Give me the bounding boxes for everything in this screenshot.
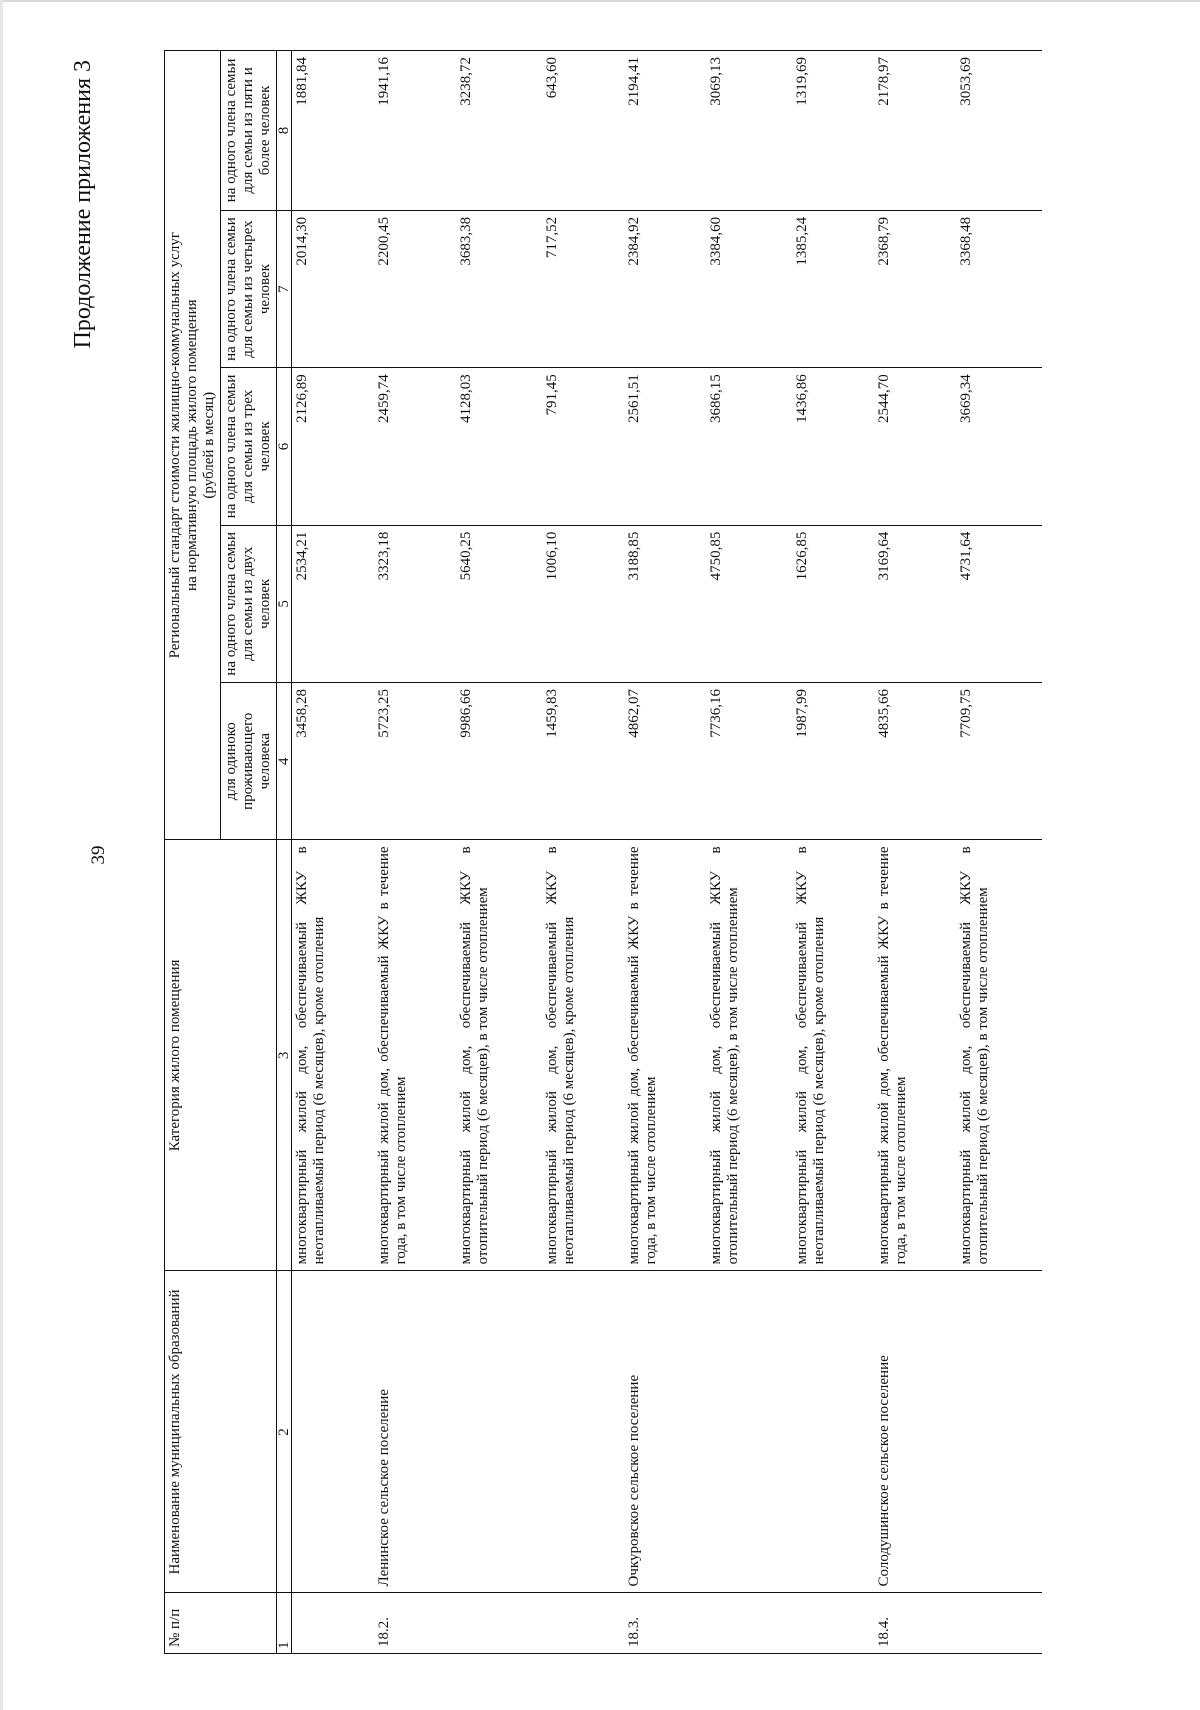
subheader-two: на одного члена семьи для семьи из двух человек bbox=[221, 525, 277, 682]
housing-category: многоквартирный жилой дом, обеспечиваемый ЖКУ в отопительный период (6 месяцев), в том числе отоплением bbox=[456, 840, 542, 1271]
header-standard-line2: на нормативную площадь жилого помещения bbox=[184, 299, 200, 591]
table-row bbox=[456, 51, 542, 1654]
cost-value: 4862,07 bbox=[624, 683, 706, 840]
cost-value: 3384,60 bbox=[706, 210, 792, 367]
cost-value: 2544,70 bbox=[874, 368, 956, 525]
cost-value: 4750,85 bbox=[706, 525, 792, 682]
table-row bbox=[792, 51, 874, 1654]
cost-value: 643,60 bbox=[542, 51, 624, 211]
cost-value: 2561,51 bbox=[624, 368, 706, 525]
row-number bbox=[706, 1593, 792, 1654]
column-number: 3 bbox=[277, 840, 292, 1271]
cost-value: 3069,13 bbox=[706, 51, 792, 211]
cost-value: 2384,92 bbox=[624, 210, 706, 367]
cost-value: 4731,64 bbox=[956, 525, 1042, 682]
cost-value: 3238,72 bbox=[456, 51, 542, 211]
subheader-single: для одиноко проживающего человека bbox=[221, 683, 277, 840]
cost-value: 5723,25 bbox=[374, 683, 456, 840]
municipality-name bbox=[956, 1271, 1042, 1593]
cost-value: 4835,66 bbox=[874, 683, 956, 840]
header-standard-unit: (рублей в месяц) bbox=[201, 391, 217, 499]
municipality-name bbox=[792, 1271, 874, 1593]
cost-value: 3368,48 bbox=[956, 210, 1042, 367]
table-row bbox=[706, 51, 792, 1654]
cost-value: 2194,41 bbox=[624, 51, 706, 211]
cost-value: 3169,64 bbox=[874, 525, 956, 682]
row-number bbox=[956, 1593, 1042, 1654]
housing-category: многоквартирный жилой дом, обеспечиваемый ЖКУ в неотапливаемый период (6 месяцев), кроме отопления bbox=[792, 840, 874, 1271]
cost-value: 2126,89 bbox=[292, 368, 375, 525]
row-number: 18.3. bbox=[624, 1593, 706, 1654]
cost-value: 1006,10 bbox=[542, 525, 624, 682]
cost-value: 1319,69 bbox=[792, 51, 874, 211]
cost-value: 2459,74 bbox=[374, 368, 456, 525]
column-number: 8 bbox=[277, 51, 292, 211]
row-number bbox=[542, 1593, 624, 1654]
cost-value: 791,45 bbox=[542, 368, 624, 525]
municipality-name: Ленинское сельское поселение bbox=[374, 1271, 456, 1593]
row-number bbox=[792, 1593, 874, 1654]
cost-value: 717,52 bbox=[542, 210, 624, 367]
table-row bbox=[292, 51, 375, 1654]
table-row bbox=[624, 51, 706, 1654]
cost-value: 3686,15 bbox=[706, 368, 792, 525]
header-num: № п/п bbox=[165, 1593, 277, 1654]
cost-value: 2200,45 bbox=[374, 210, 456, 367]
cost-value: 3458,28 bbox=[292, 683, 375, 840]
subheader-three: на одного члена семьи для семьи из трех человек bbox=[221, 368, 277, 525]
cost-value: 3683,38 bbox=[456, 210, 542, 367]
header-standard-line1: Региональный стандарт стоимости жилищно-коммунальных услуг bbox=[167, 232, 183, 659]
header-category: Категория жилого помещения bbox=[165, 840, 277, 1271]
table-row bbox=[542, 51, 624, 1654]
housing-category: многоквартирный жилой дом, обеспечиваемый ЖКУ в отопительный период (6 месяцев), в том числе отоплением bbox=[956, 840, 1042, 1271]
column-number-row bbox=[277, 51, 292, 1654]
housing-category: многоквартирный жилой дом, обеспечиваемый ЖКУ в неотапливаемый период (6 месяцев), кроме отопления bbox=[292, 840, 375, 1271]
table-row bbox=[956, 51, 1042, 1654]
row-number: 18.4. bbox=[874, 1593, 956, 1654]
column-number: 7 bbox=[277, 210, 292, 367]
cost-value: 9986,66 bbox=[456, 683, 542, 840]
table-row bbox=[874, 51, 956, 1654]
cost-value: 3053,69 bbox=[956, 51, 1042, 211]
table-header-row bbox=[165, 51, 221, 1654]
municipality-name: Очкуровское сельское поселение bbox=[624, 1271, 706, 1593]
housing-category: многоквартирный жилой дом, обеспечиваемый ЖКУ в течение года, в том числе отоплением bbox=[874, 840, 956, 1271]
cost-value: 3669,34 bbox=[956, 368, 1042, 525]
page-number: 39 bbox=[88, 845, 109, 865]
cost-value: 2178,97 bbox=[874, 51, 956, 211]
cost-value: 3188,85 bbox=[624, 525, 706, 682]
cost-value: 7709,75 bbox=[956, 683, 1042, 840]
housing-category: многоквартирный жилой дом, обеспечиваемый ЖКУ в течение года, в том числе отоплением bbox=[374, 840, 456, 1271]
table-body bbox=[292, 51, 1043, 1654]
cost-value: 1626,85 bbox=[792, 525, 874, 682]
subheader-five: на одного члена семьи для семьи из пяти и более человек bbox=[221, 51, 277, 211]
cost-value: 2368,79 bbox=[874, 210, 956, 367]
cost-value: 3323,18 bbox=[374, 525, 456, 682]
header-standard bbox=[165, 51, 221, 840]
municipality-name bbox=[292, 1271, 375, 1593]
continuation-title: Продолжение приложения 3 bbox=[70, 60, 96, 349]
column-number: 4 bbox=[277, 683, 292, 840]
row-number: 18.2. bbox=[374, 1593, 456, 1654]
housing-category: многоквартирный жилой дом, обеспечиваемый ЖКУ в течение года, в том числе отоплением bbox=[624, 840, 706, 1271]
cost-value: 2014,30 bbox=[292, 210, 375, 367]
column-number: 1 bbox=[277, 1593, 292, 1654]
cost-value: 1385,24 bbox=[792, 210, 874, 367]
cost-value: 1941,16 bbox=[374, 51, 456, 211]
municipality-name bbox=[706, 1271, 792, 1593]
column-number: 6 bbox=[277, 368, 292, 525]
cost-value: 4128,03 bbox=[456, 368, 542, 525]
cost-value: 5640,25 bbox=[456, 525, 542, 682]
column-number: 5 bbox=[277, 525, 292, 682]
municipality-name bbox=[542, 1271, 624, 1593]
subheader-four: на одного члена семьи для семьи из четырех человек bbox=[221, 210, 277, 367]
municipality-name bbox=[456, 1271, 542, 1593]
housing-category: многоквартирный жилой дом, обеспечиваемый ЖКУ в неотапливаемый период (6 месяцев), кроме отопления bbox=[542, 840, 624, 1271]
row-number bbox=[292, 1593, 375, 1654]
cost-value: 7736,16 bbox=[706, 683, 792, 840]
row-number bbox=[456, 1593, 542, 1654]
cost-value: 2534,21 bbox=[292, 525, 375, 682]
header-name: Наименование муниципальных образований bbox=[165, 1271, 277, 1593]
municipality-name: Солодушинское сельское поселение bbox=[874, 1271, 956, 1593]
cost-value: 1436,86 bbox=[792, 368, 874, 525]
table-row bbox=[374, 51, 456, 1654]
housing-category: многоквартирный жилой дом, обеспечиваемый ЖКУ в отопительный период (6 месяцев), в том числе отоплением bbox=[706, 840, 792, 1271]
cost-value: 1881,84 bbox=[292, 51, 375, 211]
cost-value: 1459,83 bbox=[542, 683, 624, 840]
column-number: 2 bbox=[277, 1271, 292, 1593]
housing-cost-table bbox=[164, 50, 1042, 1654]
cost-value: 1987,99 bbox=[792, 683, 874, 840]
